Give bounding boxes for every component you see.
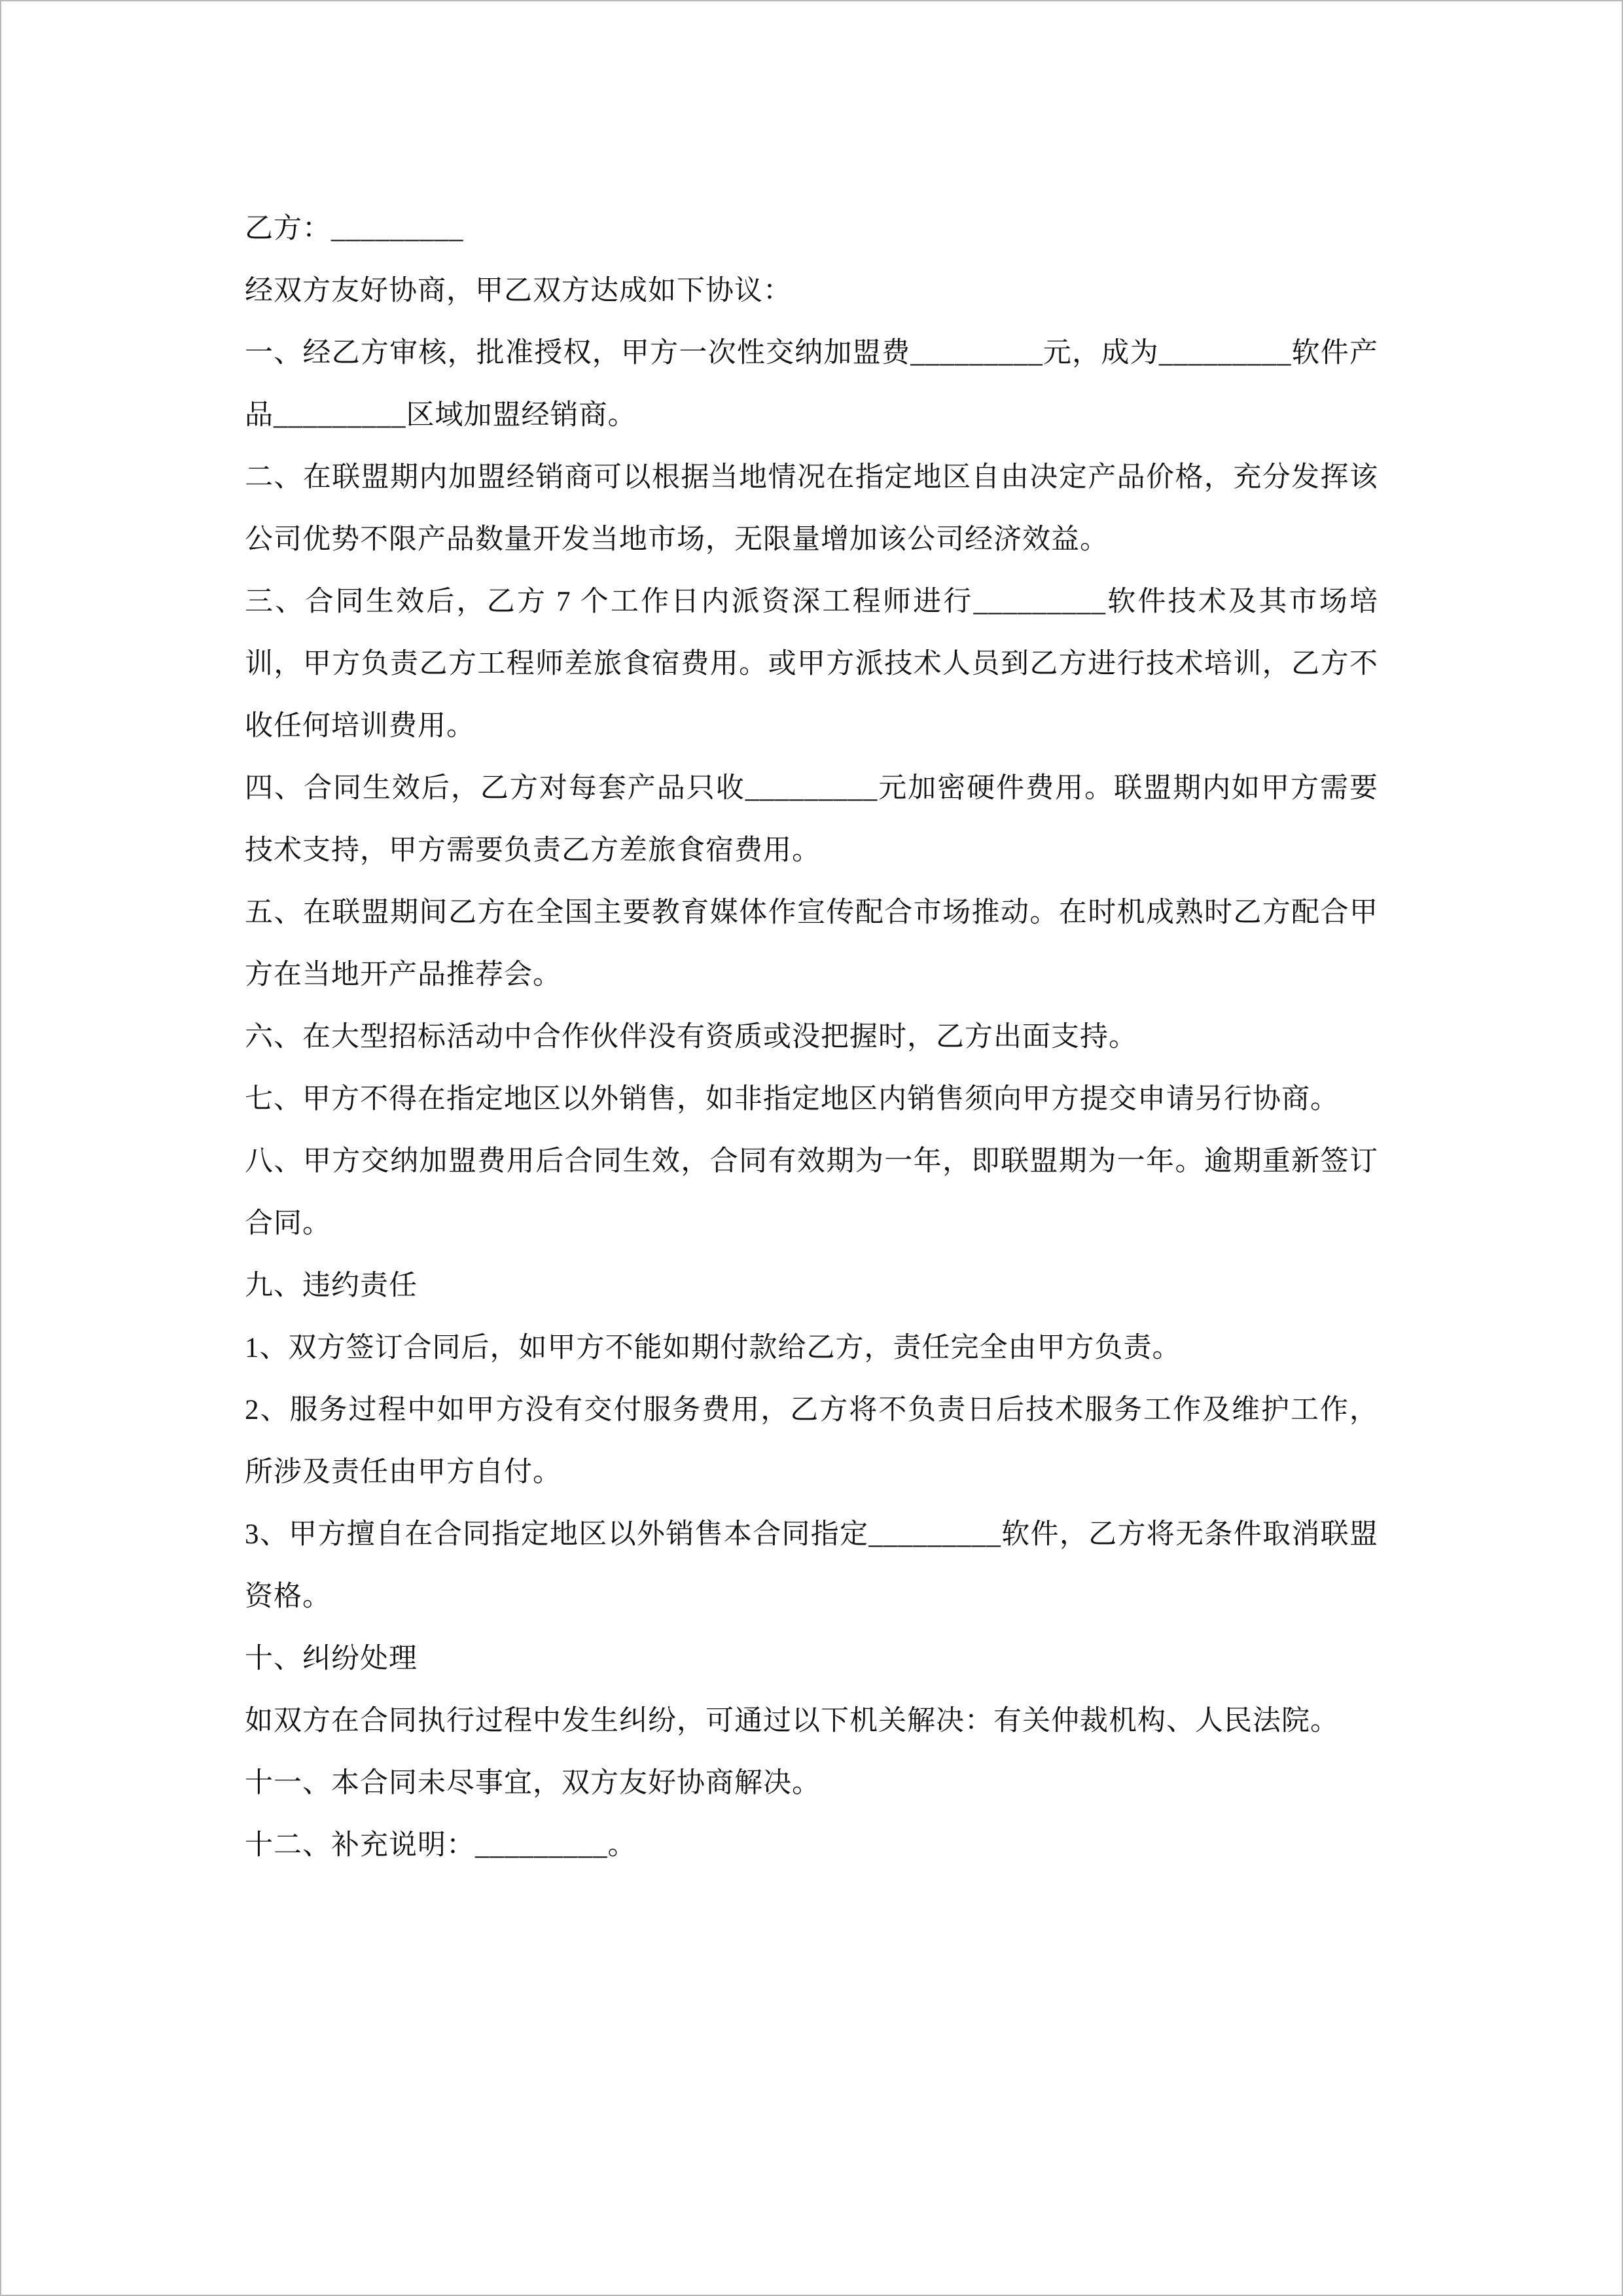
clause-9-item-3: 3、甲方擅自在合同指定地区以外销售本合同指定_________软件，乙方将无条件取消联盟资格。 — [245, 1519, 1378, 1612]
contract-body — [245, 198, 1378, 1876]
clause-6: 六、在大型招标活动中合作伙伴没有资质或没把握时，乙方出面支持。 — [245, 1022, 1137, 1052]
clause-7: 七、甲方不得在指定地区以外销售，如非指定地区内销售须向甲方提交申请另行协商。 — [245, 1084, 1339, 1115]
clause-9-item-2: 2、服务过程中如甲方没有交付服务费用，乙方将不负责日后技术服务工作及维护工作，所涉及责任由甲方自付。 — [245, 1395, 1378, 1488]
clause-11: 十一、本合同未尽事宜，双方友好协商解决。 — [245, 1768, 821, 1799]
clause-1: 一、经乙方审核，批准授权，甲方一次性交纳加盟费_________元，成为_________软件产品_________区域加盟经销商。 — [245, 338, 1378, 431]
clause-10-heading: 十、纠纷处理 — [245, 1643, 418, 1674]
clause-8: 八、甲方交纳加盟费用后合同生效，合同有效期为一年，即联盟期为一年。逾期重新签订合同。 — [245, 1146, 1378, 1239]
clause-9-heading: 九、违约责任 — [245, 1270, 418, 1301]
clause-12: 十二、补充说明：_________。 — [245, 1830, 637, 1861]
clause-9-item-1: 1、双方签订合同后，如甲方不能如期付款给乙方，责任完全由甲方负责。 — [245, 1333, 1181, 1363]
clause-2: 二、在联盟期内加盟经销商可以根据当地情况在指定地区自由决定产品价格，充分发挥该公司优势不限产品数量开发当地市场，无限量增加该公司经济效益。 — [245, 462, 1378, 555]
preamble: 经双方友好协商，甲乙双方达成如下协议： — [245, 276, 792, 306]
party-b-blank-line: 乙方：_________ — [245, 213, 464, 244]
clause-5: 五、在联盟期间乙方在全国主要教育媒体作宣传配合市场推动。在时机成熟时乙方配合甲方在当地开产品推荐会。 — [245, 897, 1378, 990]
clause-4: 四、合同生效后，乙方对每套产品只收_________元加密硬件费用。联盟期内如甲方需要技术支持，甲方需要负责乙方差旅食宿费用。 — [245, 773, 1378, 866]
clause-10-body: 如双方在合同执行过程中发生纠纷，可通过以下机关解决：有关仲裁机构、人民法院。 — [245, 1706, 1339, 1736]
clause-3: 三、合同生效后，乙方 7 个工作日内派资深工程师进行_________软件技术及其市场培训，甲方负责乙方工程师差旅食宿费用。或甲方派技术人员到乙方进行技术培训，乙方不收任何培训费用。 — [245, 586, 1378, 742]
